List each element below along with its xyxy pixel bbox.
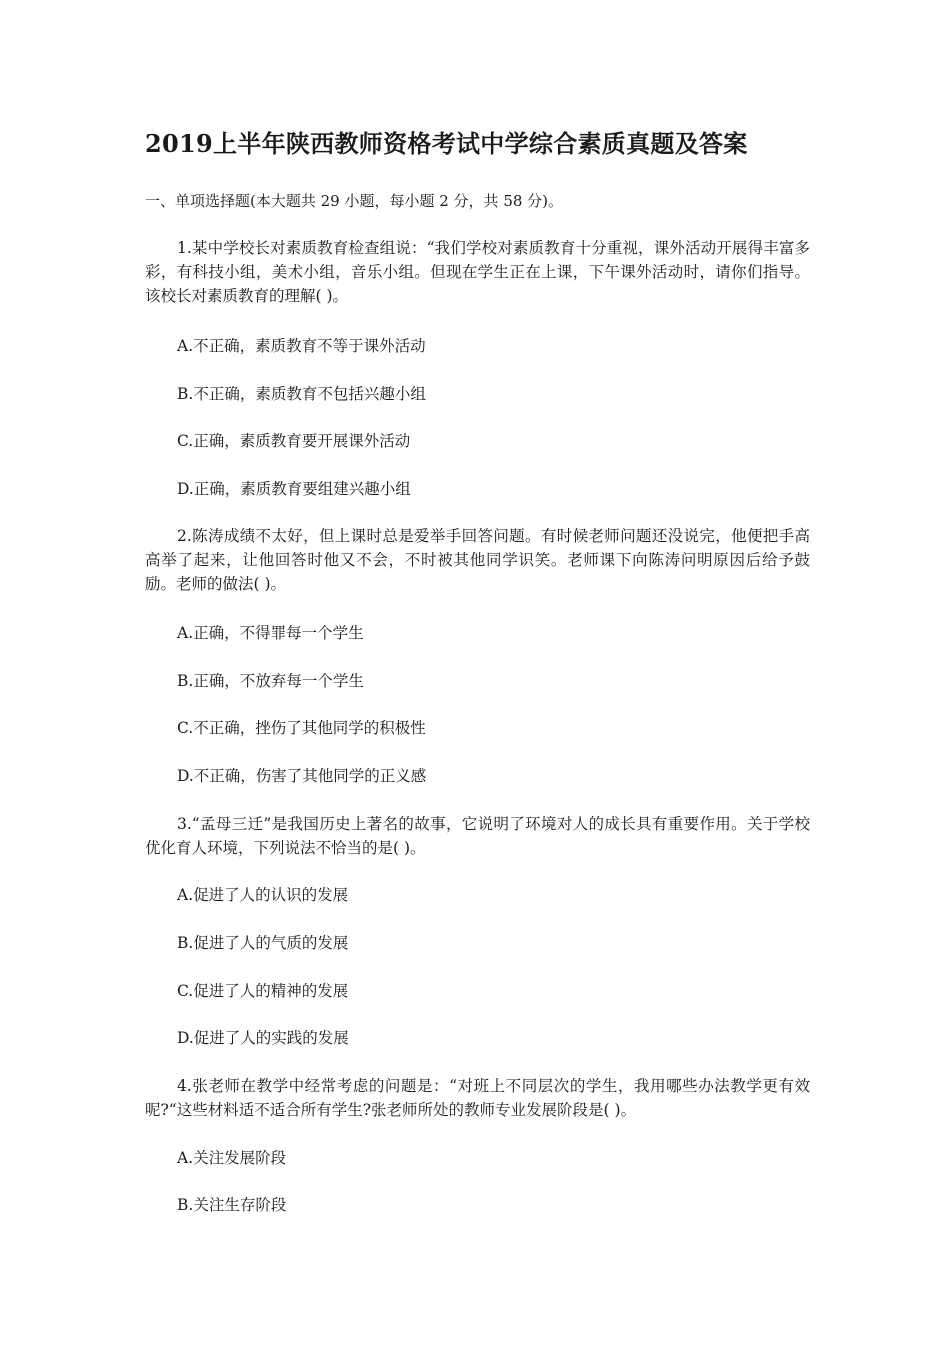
question-1-stem: 1.某中学校长对素质教育检查组说：“我们学校对素质教育十分重视，课外活动开展得丰富多彩，有科技小组，美术小组，音乐小组。但现在学生正在上课，下午课外活动时，请你们指导。该校长对素质教育的理解( )。 — [145, 239, 810, 305]
question-3-stem: 3.“孟母三迁”是我国历史上著名的故事，它说明了环境对人的成长具有重要作用。关于学校优化育人环境，下列说法不恰当的是( )。 — [145, 815, 810, 857]
question-3-option-d: D.促进了人的实践的发展 — [177, 1029, 349, 1047]
document-title: 2019上半年陕西教师资格考试中学综合素质真题及答案 — [145, 129, 748, 158]
question-3-option-a: A.促进了人的认识的发展 — [177, 886, 349, 904]
question-4-option-a: A.关注发展阶段 — [177, 1149, 287, 1167]
question-4-stem: 4.张老师在教学中经常考虑的问题是：“对班上不同层次的学生，我用哪些办法教学更有效呢?“这些材料适不适合所有学生?张老师所处的教师专业发展阶段是( )。 — [145, 1077, 810, 1119]
question-1-option-c: C.正确，素质教育要开展课外活动 — [177, 432, 411, 450]
question-3-option-b: B.促进了人的气质的发展 — [177, 934, 349, 952]
question-4-option-b: B.关注生存阶段 — [177, 1196, 287, 1214]
question-3-option-c: C.促进了人的精神的发展 — [177, 982, 349, 1000]
question-2-option-a: A.正确，不得罪每一个学生 — [177, 624, 364, 642]
question-1-option-b: B.不正确，素质教育不包括兴趣小组 — [177, 385, 426, 403]
question-2-option-c: C.不正确，挫伤了其他同学的积极性 — [177, 719, 426, 737]
question-2-option-d: D.不正确，伤害了其他同学的正义感 — [177, 767, 427, 785]
question-1-option-a: A.不正确，素质教育不等于课外活动 — [177, 337, 426, 355]
question-2-option-b: B.正确，不放弃每一个学生 — [177, 672, 364, 690]
question-2-stem: 2.陈涛成绩不太好，但上课时总是爱举手回答问题。有时候老师问题还没说完，他便把手高高举了起来，让他回答时他又不会，不时被其他同学识笑。老师课下向陈涛问明原因后给予鼓励。老师的做法( )。 — [145, 527, 810, 593]
section-heading: 一、单项选择题(本大题共 29 小题，每小题 2 分，共 58 分)。 — [145, 192, 564, 210]
question-1-option-d: D.正确，素质教育要组建兴趣小组 — [177, 480, 411, 498]
